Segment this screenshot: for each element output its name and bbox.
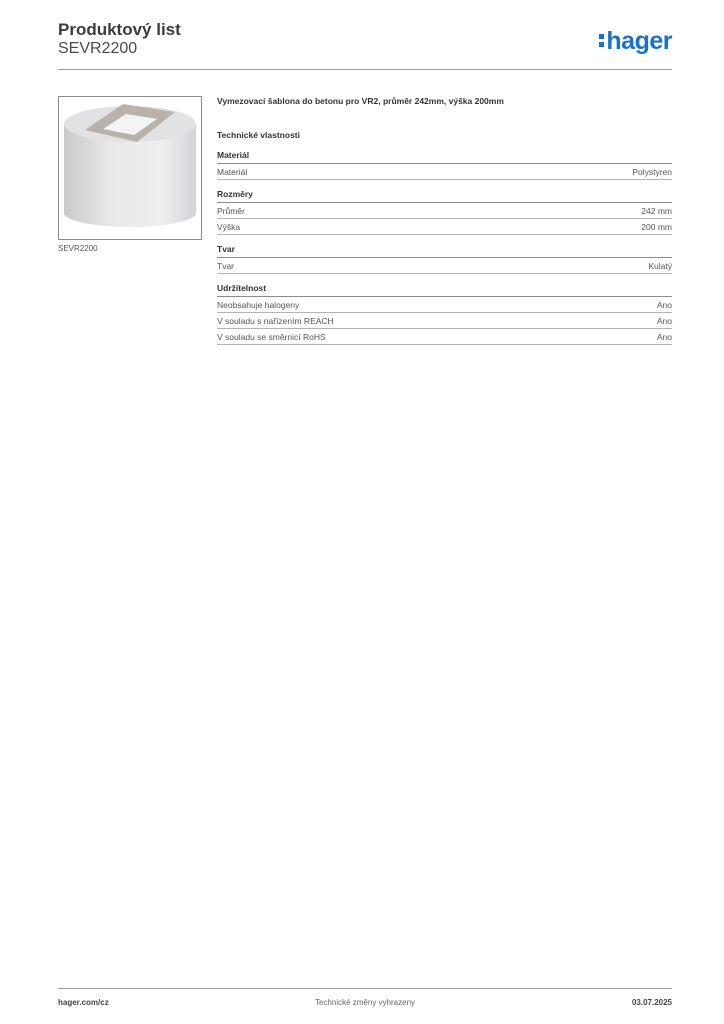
hager-logo <box>599 27 672 55</box>
page-footer <box>58 998 672 1010</box>
header-divider <box>58 69 672 70</box>
spec-section-title: Udržitelnost <box>217 282 672 297</box>
spec-key: Průměr <box>217 206 245 216</box>
spec-section-shape <box>217 243 672 274</box>
spec-row <box>217 203 672 219</box>
spec-row <box>217 329 672 345</box>
spec-key: V souladu se směrnicí RoHS <box>217 332 326 342</box>
spec-row <box>217 258 672 274</box>
footer-website-link[interactable]: hager.com/cz <box>58 998 109 1007</box>
spec-key: Materiál <box>217 167 248 177</box>
spec-value: Ano <box>656 300 672 310</box>
spec-row <box>217 219 672 235</box>
spec-row <box>217 313 672 329</box>
image-caption: SEVR2200 <box>58 244 98 253</box>
footer-date: 03.07.2025 <box>631 998 672 1007</box>
spec-value: Ano <box>656 332 672 342</box>
spec-row <box>217 164 672 180</box>
product-image <box>58 96 202 240</box>
footer-notice: Technické změny vyhrazeny <box>314 998 416 1007</box>
product-description: Vymezovací šablona do betonu pro VR2, průměr 242mm, výška 200mm <box>217 96 504 106</box>
spec-section-title: Materiál <box>217 149 672 164</box>
spec-value: 200 mm <box>641 222 672 232</box>
product-details <box>217 95 672 353</box>
spec-section-sustainability <box>217 282 672 345</box>
cylinder-template-image <box>59 97 201 239</box>
product-code: SEVR2200 <box>58 40 138 57</box>
spec-key: V souladu s nařízením REACH <box>217 316 334 326</box>
spec-section-title: Rozměry <box>217 188 672 203</box>
technical-properties-heading: Technické vlastnosti <box>217 130 300 140</box>
logo-dots-icon <box>599 30 605 50</box>
spec-section-dimensions <box>217 188 672 235</box>
spec-value: 242 mm <box>641 206 672 216</box>
spec-key: Tvar <box>217 261 234 271</box>
footer-divider <box>58 988 672 989</box>
logo-text: hager <box>606 27 672 55</box>
spec-value: Polystyren <box>632 167 672 177</box>
spec-key: Výška <box>217 222 241 232</box>
page-header <box>58 20 672 70</box>
spec-row <box>217 297 672 313</box>
spec-section-title: Tvar <box>217 243 672 258</box>
spec-value: Kulatý <box>648 261 672 271</box>
spec-value: Ano <box>656 316 672 326</box>
spec-section-material <box>217 149 672 180</box>
spec-key: Neobsahuje halogeny <box>217 300 300 310</box>
page-title: Produktový list <box>58 20 181 39</box>
